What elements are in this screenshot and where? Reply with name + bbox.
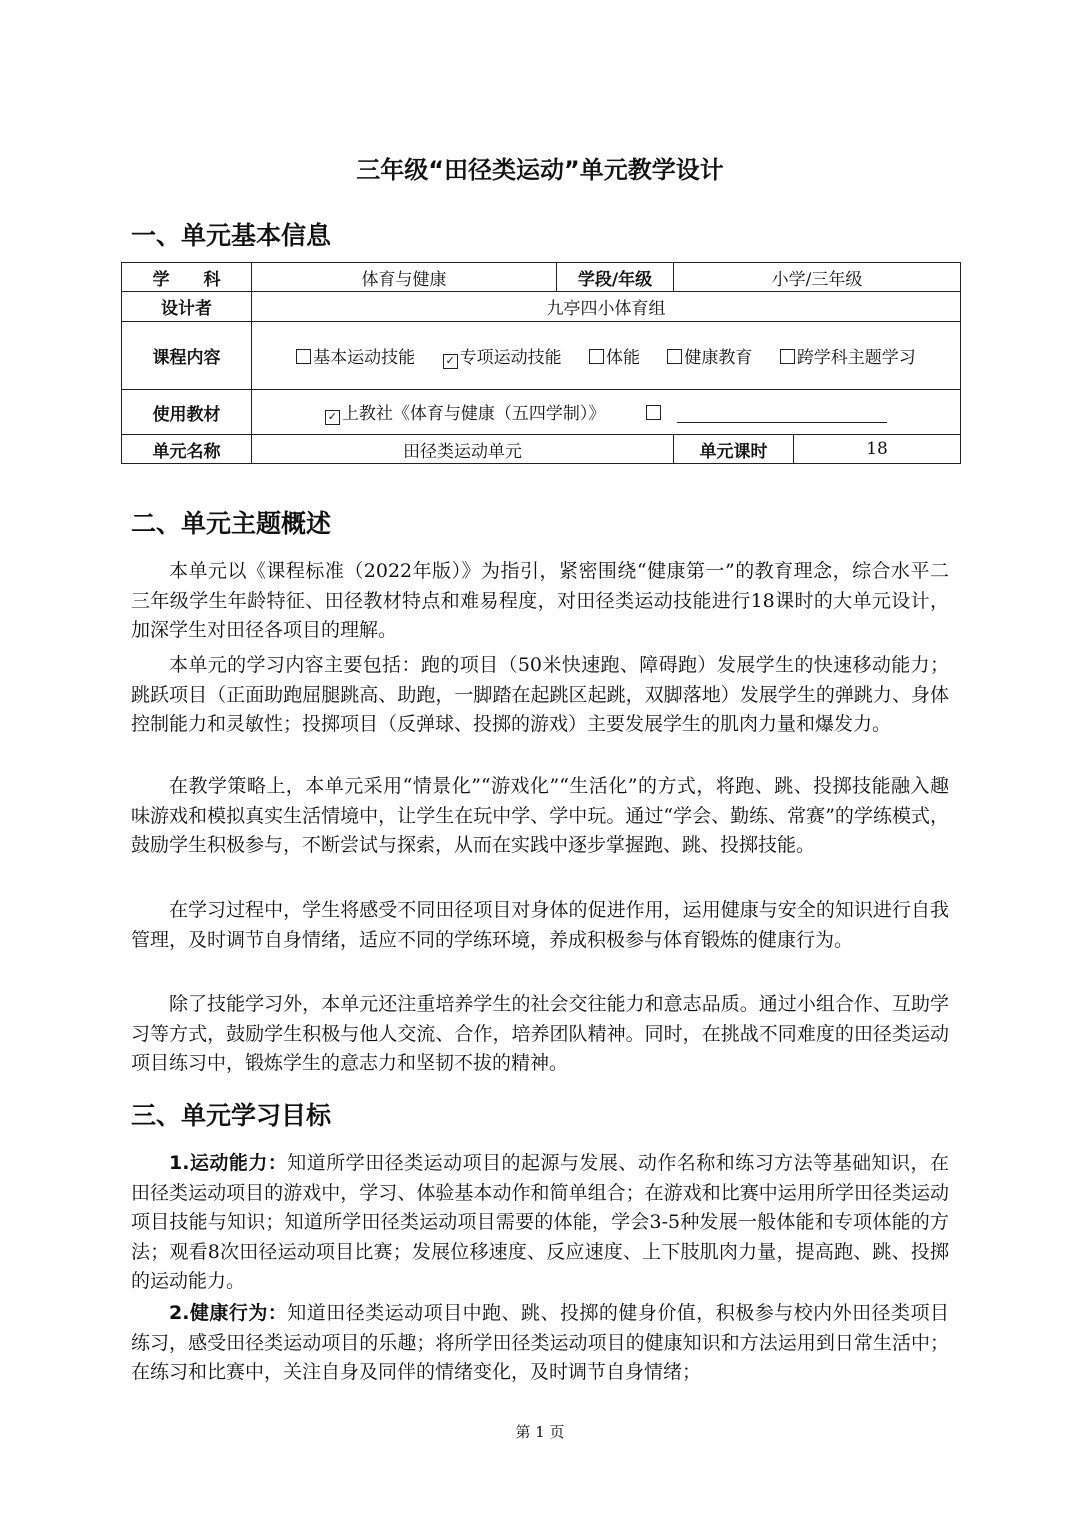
page-number: 第 1 页 (515, 1423, 565, 1441)
textbook-value-cell (252, 390, 961, 435)
content-options (252, 322, 961, 390)
overview-paragraph: 在教学策略上，本单元采用“情景化”“游戏化”“生活化”的方式，将跑、跳、投掷技能融入趣味游戏和模拟真实生活情境中，让学生在玩中学、学中玩。通过“学会、勤练、常赛”的学练模式，鼓励学生积极参与，不断尝试与探索，从而在实践中逐步掌握跑、跳、投掷技能。 (131, 775, 949, 856)
checkbox-icon (646, 405, 661, 420)
section-heading-overview: 二、单元主题概述 (131, 509, 332, 538)
overview-paragraph: 在学习过程中，学生将感受不同田径项目对身体的促进作用，运用健康与安全的知识进行自我管理，及时调节自身情绪，适应不同的学练环境，养成积极参与体育锻炼的健康行为。 (131, 899, 949, 951)
textbook-label: 使用教材 (122, 390, 252, 435)
overview-paragraph: 除了技能学习外，本单元还注重培养学生的社会交往能力和意志品质。通过小组合作、互助学习等方式，鼓励学生积极与他人交流、合作，培养团队精神。同时，在挑战不同难度的田径类运动项目练习中，锻炼学生的意志力和坚韧不拔的精神。 (131, 993, 949, 1074)
designer-value: 九亭四小体育组 (252, 292, 961, 322)
checkbox-checked-icon: ✓ (325, 410, 340, 425)
objective-label: 2.健康行为： (169, 1302, 288, 1324)
checkbox-icon (780, 349, 795, 364)
content-label: 课程内容 (122, 322, 252, 390)
section-heading-basic-info: 一、单元基本信息 (131, 221, 332, 250)
subject-label: 学 科 (122, 263, 252, 292)
objective-text: 知道田径类运动项目中跑、跳、投掷的健身价值，积极参与校内外田径类项目练习，感受田径类运动项目的乐趣；将所学田径类运动项目的健康知识和方法运用到日常生活中；在练习和比赛中，关注自身及同伴的情绪变化，及时调节自身情绪； (131, 1302, 949, 1383)
unit-hours-label: 单元课时 (674, 435, 794, 464)
grade-value: 小学/三年级 (674, 263, 961, 292)
grade-label: 学段/年级 (557, 263, 674, 292)
content-option-basic-skills: 基本运动技能 (296, 343, 415, 368)
checkbox-icon (667, 349, 682, 364)
overview-paragraph: 本单元以《课程标准（2022年版）》为指引，紧密围绕“健康第一”的教育理念，综合水平二三年级学生年龄特征、田径教材特点和难易程度，对田径类运动技能进行18课时的大单元设计，加深学生对田径各项目的理解。 (131, 560, 949, 641)
objective-item (131, 1149, 949, 1297)
document-title: 三年级“田径类运动”单元教学设计 (356, 156, 724, 184)
textbook-other-blank (677, 408, 887, 423)
textbook-value: 上教社《体育与健康（五四学制）》 (341, 404, 606, 424)
overview-paragraph: 本单元的学习内容主要包括：跑的项目（50米快速跑、障碍跑）发展学生的快速移动能力；跳跃项目（正面助跑屈腿跳高、助跑，一脚踏在起跳区起跳，双脚落地）发展学生的弹跳力、身体控制能力和灵敏性；投掷项目（反弹球、投掷的游戏）主要发展学生的肌肉力量和爆发力。 (131, 654, 949, 735)
unit-name-label: 单元名称 (122, 435, 252, 464)
unit-name-value: 田径类运动单元 (252, 435, 674, 464)
objective-item (131, 1299, 949, 1388)
content-option-special-skills: ✓ 专项运动技能 (443, 343, 562, 369)
checkbox-icon (296, 349, 311, 364)
checkbox-checked-icon: ✓ (443, 354, 458, 369)
objective-text: 知道所学田径类运动项目的起源与发展、动作名称和练习方法等基础知识，在田径类运动项目的游戏中，学习、体验基本动作和简单组合；在游戏和比赛中运用所学田径类运动项目技能与知识；知道所学田径类运动项目需要的体能，学会3-5种发展一般体能和专项体能的方法；观看8次田径运动项目比赛；发展位移速度、反应速度、上下肢肌肉力量，提高跑、跳、投掷的运动能力。 (131, 1152, 949, 1292)
content-option-cross-discipline: 跨学科主题学习 (780, 343, 916, 368)
content-option-fitness: 体能 (589, 343, 640, 368)
section-heading-objectives: 三、单元学习目标 (131, 1101, 332, 1130)
subject-value: 体育与健康 (252, 263, 557, 292)
unit-info-table (121, 262, 961, 464)
content-option-health-education: 健康教育 (667, 343, 752, 368)
unit-hours-value: 18 (794, 435, 961, 464)
objective-label: 1.运动能力： (169, 1152, 288, 1174)
checkbox-icon (589, 349, 604, 364)
designer-label: 设计者 (122, 292, 252, 322)
